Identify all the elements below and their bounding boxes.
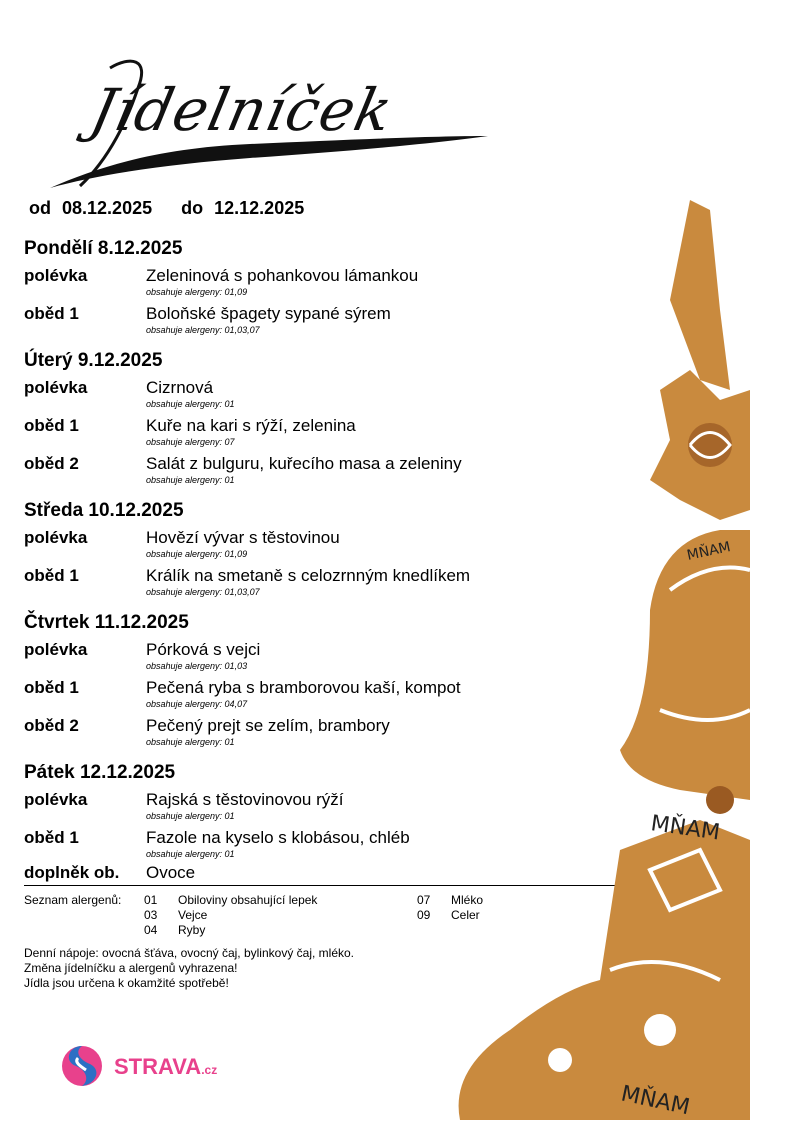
meal-name: Kuře na kari s rýží, zelenina [146, 416, 356, 435]
meal-allergens: obsahuje alergeny: 01,09 [146, 549, 248, 559]
meal-name: Hovězí vývar s těstovinou [146, 528, 340, 547]
allergen-legend: Seznam alergenů: 01 Obiloviny obsahující lepek 03 Vejce 04 Ryby 07 Mléko 09 Celer [24, 893, 484, 937]
meal-allergens: obsahuje alergeny: 01,03 [146, 661, 248, 671]
meal-name: Pečený prejt se zelím, brambory [146, 716, 390, 735]
strava-logo-icon [60, 1040, 108, 1092]
svg-text:MŇAM: MŇAM [618, 1081, 692, 1120]
meal-allergens: obsahuje alergeny: 01,03,07 [146, 587, 260, 597]
extra-name: Ovoce [146, 863, 196, 882]
svg-text:MŇAM: MŇAM [685, 539, 733, 564]
day-heading: Pondělí 8.12.2025 [24, 238, 183, 259]
meal-allergens: obsahuje alergeny: 01 [146, 849, 235, 859]
meal-allergens: obsahuje alergeny: 07 [146, 437, 235, 447]
allergen-legend-label: Seznam alergenů: [24, 893, 122, 907]
meal-allergens: obsahuje alergeny: 01 [146, 737, 235, 747]
day-heading: Středa 10.12.2025 [24, 500, 184, 521]
meal-name: Králík na smetaně s celozrnným knedlíkem [146, 566, 471, 585]
page-title: Jídelníček [84, 76, 399, 144]
meal-name: Cizrnová [146, 378, 214, 397]
day-heading: Úterý 9.12.2025 [24, 350, 163, 371]
meal-allergens: obsahuje alergeny: 04,07 [146, 699, 248, 709]
meal-type: polévka [24, 640, 88, 659]
note-drinks: Denní nápoje: ovocná šťáva, ovocný čaj, bylinkový čaj, mléko. [24, 946, 355, 960]
meal-type: polévka [24, 790, 88, 809]
date-to-label: do [181, 198, 204, 218]
meal-allergens: obsahuje alergeny: 01 [146, 811, 235, 821]
meal-type: oběd 2 [24, 454, 79, 473]
meal-type: oběd 2 [24, 716, 79, 735]
day-heading: Čtvrtek 11.12.2025 [24, 612, 189, 633]
day-heading: Pátek 12.12.2025 [24, 762, 176, 783]
svg-text:MŇAM: MŇAM [649, 811, 722, 846]
strava-logo [60, 1040, 220, 1092]
meal-name: Pórková s vejci [146, 640, 261, 659]
meal-name: Pečená ryba s bramborovou kaší, kompot [146, 678, 461, 697]
meal-type: polévka [24, 528, 88, 547]
meal-allergens: obsahuje alergeny: 01,09 [146, 287, 248, 297]
gingerbread-cookies-illustration-icon [420, 190, 750, 1120]
meal-type: oběd 1 [24, 566, 79, 585]
meal-allergens: obsahuje alergeny: 01 [146, 399, 235, 409]
date-from: 08.12.2025 [62, 198, 153, 218]
meal-name: Salát z bulguru, kuřecího masa a zeleniny [146, 454, 462, 473]
date-to: 12.12.2025 [214, 198, 305, 218]
meal-allergens: obsahuje alergeny: 01,03,07 [146, 325, 260, 335]
meal-type: polévka [24, 378, 88, 397]
meal-name: Boloňské špagety sypané sýrem [146, 304, 391, 323]
meal-type: oběd 1 [24, 416, 79, 435]
date-range [29, 198, 304, 219]
note-consumption: Jídla jsou určena k okamžité spotřebě! [24, 976, 229, 990]
page-title-block [40, 48, 500, 198]
meal-type: oběd 1 [24, 304, 79, 323]
meal-type: polévka [24, 266, 88, 285]
strava-logo-text: STRAVA.cz [114, 1054, 218, 1079]
meal-name: Zeleninová s pohankovou lámankou [146, 266, 419, 285]
date-from-label: od [29, 198, 51, 218]
meal-name: Rajská s těstovinovou rýží [146, 790, 344, 809]
meal-allergens: obsahuje alergeny: 01 [146, 475, 235, 485]
extra-type: doplněk ob. [24, 863, 120, 882]
note-changes: Změna jídelníčku a alergenů vyhrazena! [24, 961, 238, 975]
meal-type: oběd 1 [24, 828, 79, 847]
notes [24, 946, 354, 991]
meal-name: Fazole na kyselo s klobásou, chléb [146, 828, 410, 847]
meal-type: oběd 1 [24, 678, 79, 697]
